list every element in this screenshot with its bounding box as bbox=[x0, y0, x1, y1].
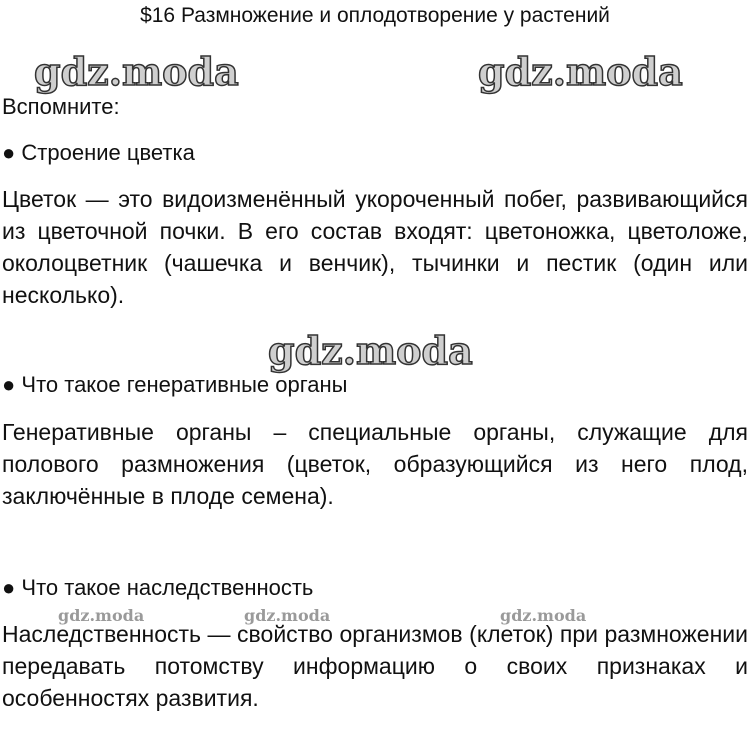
page-title: $16 Размножение и оплодотворение у растений bbox=[140, 4, 610, 27]
watermark-logo: gdz.moda bbox=[478, 49, 683, 94]
watermark-logo: gdz.moda bbox=[58, 606, 145, 625]
section-text-flower-structure: Цветок — это видоизменённый укороченный побег, развивающийся из цветочной почки. В его состав входят: цветоножка, цветоложе, околоцветник (чашечка и венчик), тычинки и пестик (один или несколько). bbox=[2, 186, 748, 308]
section-heading-generative-organs: ● Что такое генеративные органы bbox=[2, 372, 348, 397]
section-heading-heredity: ● Что такое наследственность bbox=[2, 575, 314, 600]
section-text-generative-organs: Генеративные органы – специальные органы, служащие для полового размножения (цветок, образующийся из него плод, заключённые в плоде семена). bbox=[2, 419, 748, 509]
watermark-logo: gdz.moda bbox=[268, 328, 473, 373]
section-text-heredity: Наследственность — свойство организмов (клеток) при размножении передавать потомству информацию о своих признаках и особенностях развития. bbox=[2, 621, 748, 711]
watermark-logo: gdz.moda bbox=[34, 49, 239, 94]
recall-heading: Вспомните: bbox=[2, 94, 120, 119]
section-heading-flower-structure: ● Строение цветка bbox=[2, 140, 195, 165]
watermark-logo: gdz.moda bbox=[244, 606, 331, 625]
watermark-logo: gdz.moda bbox=[500, 606, 587, 625]
